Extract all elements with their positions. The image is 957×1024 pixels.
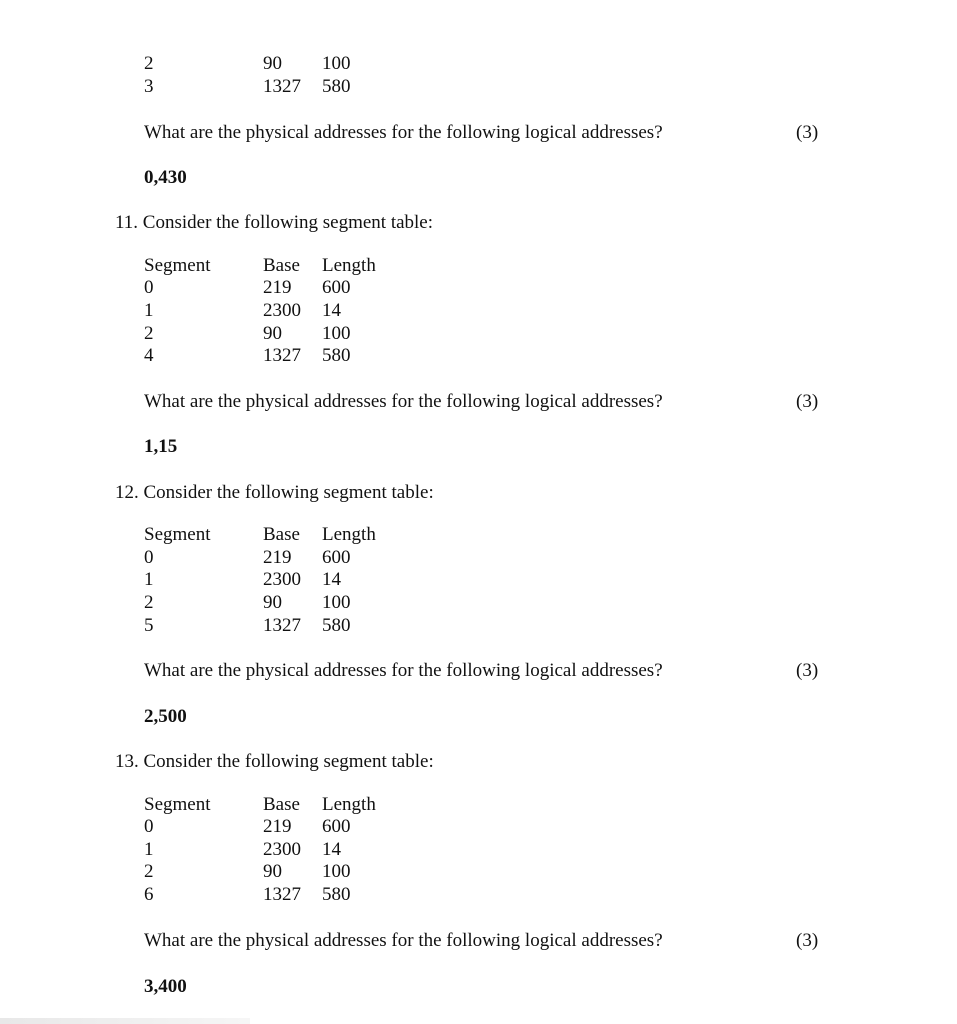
page-bottom-shadow xyxy=(0,1018,250,1024)
table-header-base: Base xyxy=(263,524,300,545)
table-cell-base: 2300 xyxy=(263,839,301,860)
table-header-segment: Segment xyxy=(144,794,211,815)
table-cell-length: 580 xyxy=(322,76,351,97)
table-cell-segment: 6 xyxy=(144,884,154,905)
table-cell-segment: 2 xyxy=(144,323,154,344)
table-cell-segment: 3 xyxy=(144,76,154,97)
marks-label: (3) xyxy=(796,122,819,143)
logical-address: 0,430 xyxy=(144,167,187,188)
marks-label: (3) xyxy=(796,930,819,951)
question-text: What are the physical addresses for the following logical addresses? xyxy=(144,660,663,681)
table-cell-length: 600 xyxy=(322,277,351,298)
table-cell-length: 14 xyxy=(322,839,341,860)
table-header-length: Length xyxy=(322,524,376,545)
table-cell-segment: 1 xyxy=(144,300,154,321)
question-text: What are the physical addresses for the following logical addresses? xyxy=(144,122,663,143)
question-heading: 12. Consider the following segment table: xyxy=(115,482,434,503)
question-text: What are the physical addresses for the following logical addresses? xyxy=(144,391,663,412)
table-cell-segment: 2 xyxy=(144,53,154,74)
table-cell-segment: 0 xyxy=(144,277,154,298)
table-cell-segment: 4 xyxy=(144,345,154,366)
table-cell-segment: 1 xyxy=(144,839,154,860)
table-cell-base: 219 xyxy=(263,547,292,568)
table-cell-base: 90 xyxy=(263,592,282,613)
table-cell-length: 14 xyxy=(322,300,341,321)
table-cell-segment: 2 xyxy=(144,592,154,613)
table-cell-length: 100 xyxy=(322,53,351,74)
logical-address: 3,400 xyxy=(144,976,187,997)
table-cell-base: 1327 xyxy=(263,884,301,905)
table-cell-base: 90 xyxy=(263,323,282,344)
table-cell-length: 100 xyxy=(322,323,351,344)
table-cell-length: 100 xyxy=(322,861,351,882)
marks-label: (3) xyxy=(796,391,819,412)
table-cell-segment: 2 xyxy=(144,861,154,882)
table-header-length: Length xyxy=(322,255,376,276)
table-cell-length: 600 xyxy=(322,816,351,837)
logical-address: 2,500 xyxy=(144,706,187,727)
table-header-length: Length xyxy=(322,794,376,815)
table-cell-length: 580 xyxy=(322,345,351,366)
table-cell-base: 1327 xyxy=(263,345,301,366)
table-cell-length: 580 xyxy=(322,615,351,636)
question-heading: 11. Consider the following segment table: xyxy=(115,212,434,233)
table-header-base: Base xyxy=(263,255,300,276)
table-cell-base: 2300 xyxy=(263,300,301,321)
logical-address: 1,15 xyxy=(144,436,178,457)
question-text: What are the physical addresses for the following logical addresses? xyxy=(144,930,663,951)
table-cell-segment: 5 xyxy=(144,615,154,636)
table-cell-base: 1327 xyxy=(263,76,301,97)
table-cell-length: 100 xyxy=(322,592,351,613)
table-header-base: Base xyxy=(263,794,300,815)
table-cell-length: 580 xyxy=(322,884,351,905)
table-cell-length: 14 xyxy=(322,569,341,590)
table-cell-base: 219 xyxy=(263,816,292,837)
table-header-segment: Segment xyxy=(144,524,211,545)
table-cell-segment: 0 xyxy=(144,547,154,568)
table-cell-base: 90 xyxy=(263,53,282,74)
question-heading: 13. Consider the following segment table: xyxy=(115,751,434,772)
marks-label: (3) xyxy=(796,660,819,681)
table-cell-length: 600 xyxy=(322,547,351,568)
table-cell-segment: 1 xyxy=(144,569,154,590)
table-cell-base: 2300 xyxy=(263,569,301,590)
table-header-segment: Segment xyxy=(144,255,211,276)
table-cell-segment: 0 xyxy=(144,816,154,837)
table-cell-base: 219 xyxy=(263,277,292,298)
table-cell-base: 90 xyxy=(263,861,282,882)
table-cell-base: 1327 xyxy=(263,615,301,636)
